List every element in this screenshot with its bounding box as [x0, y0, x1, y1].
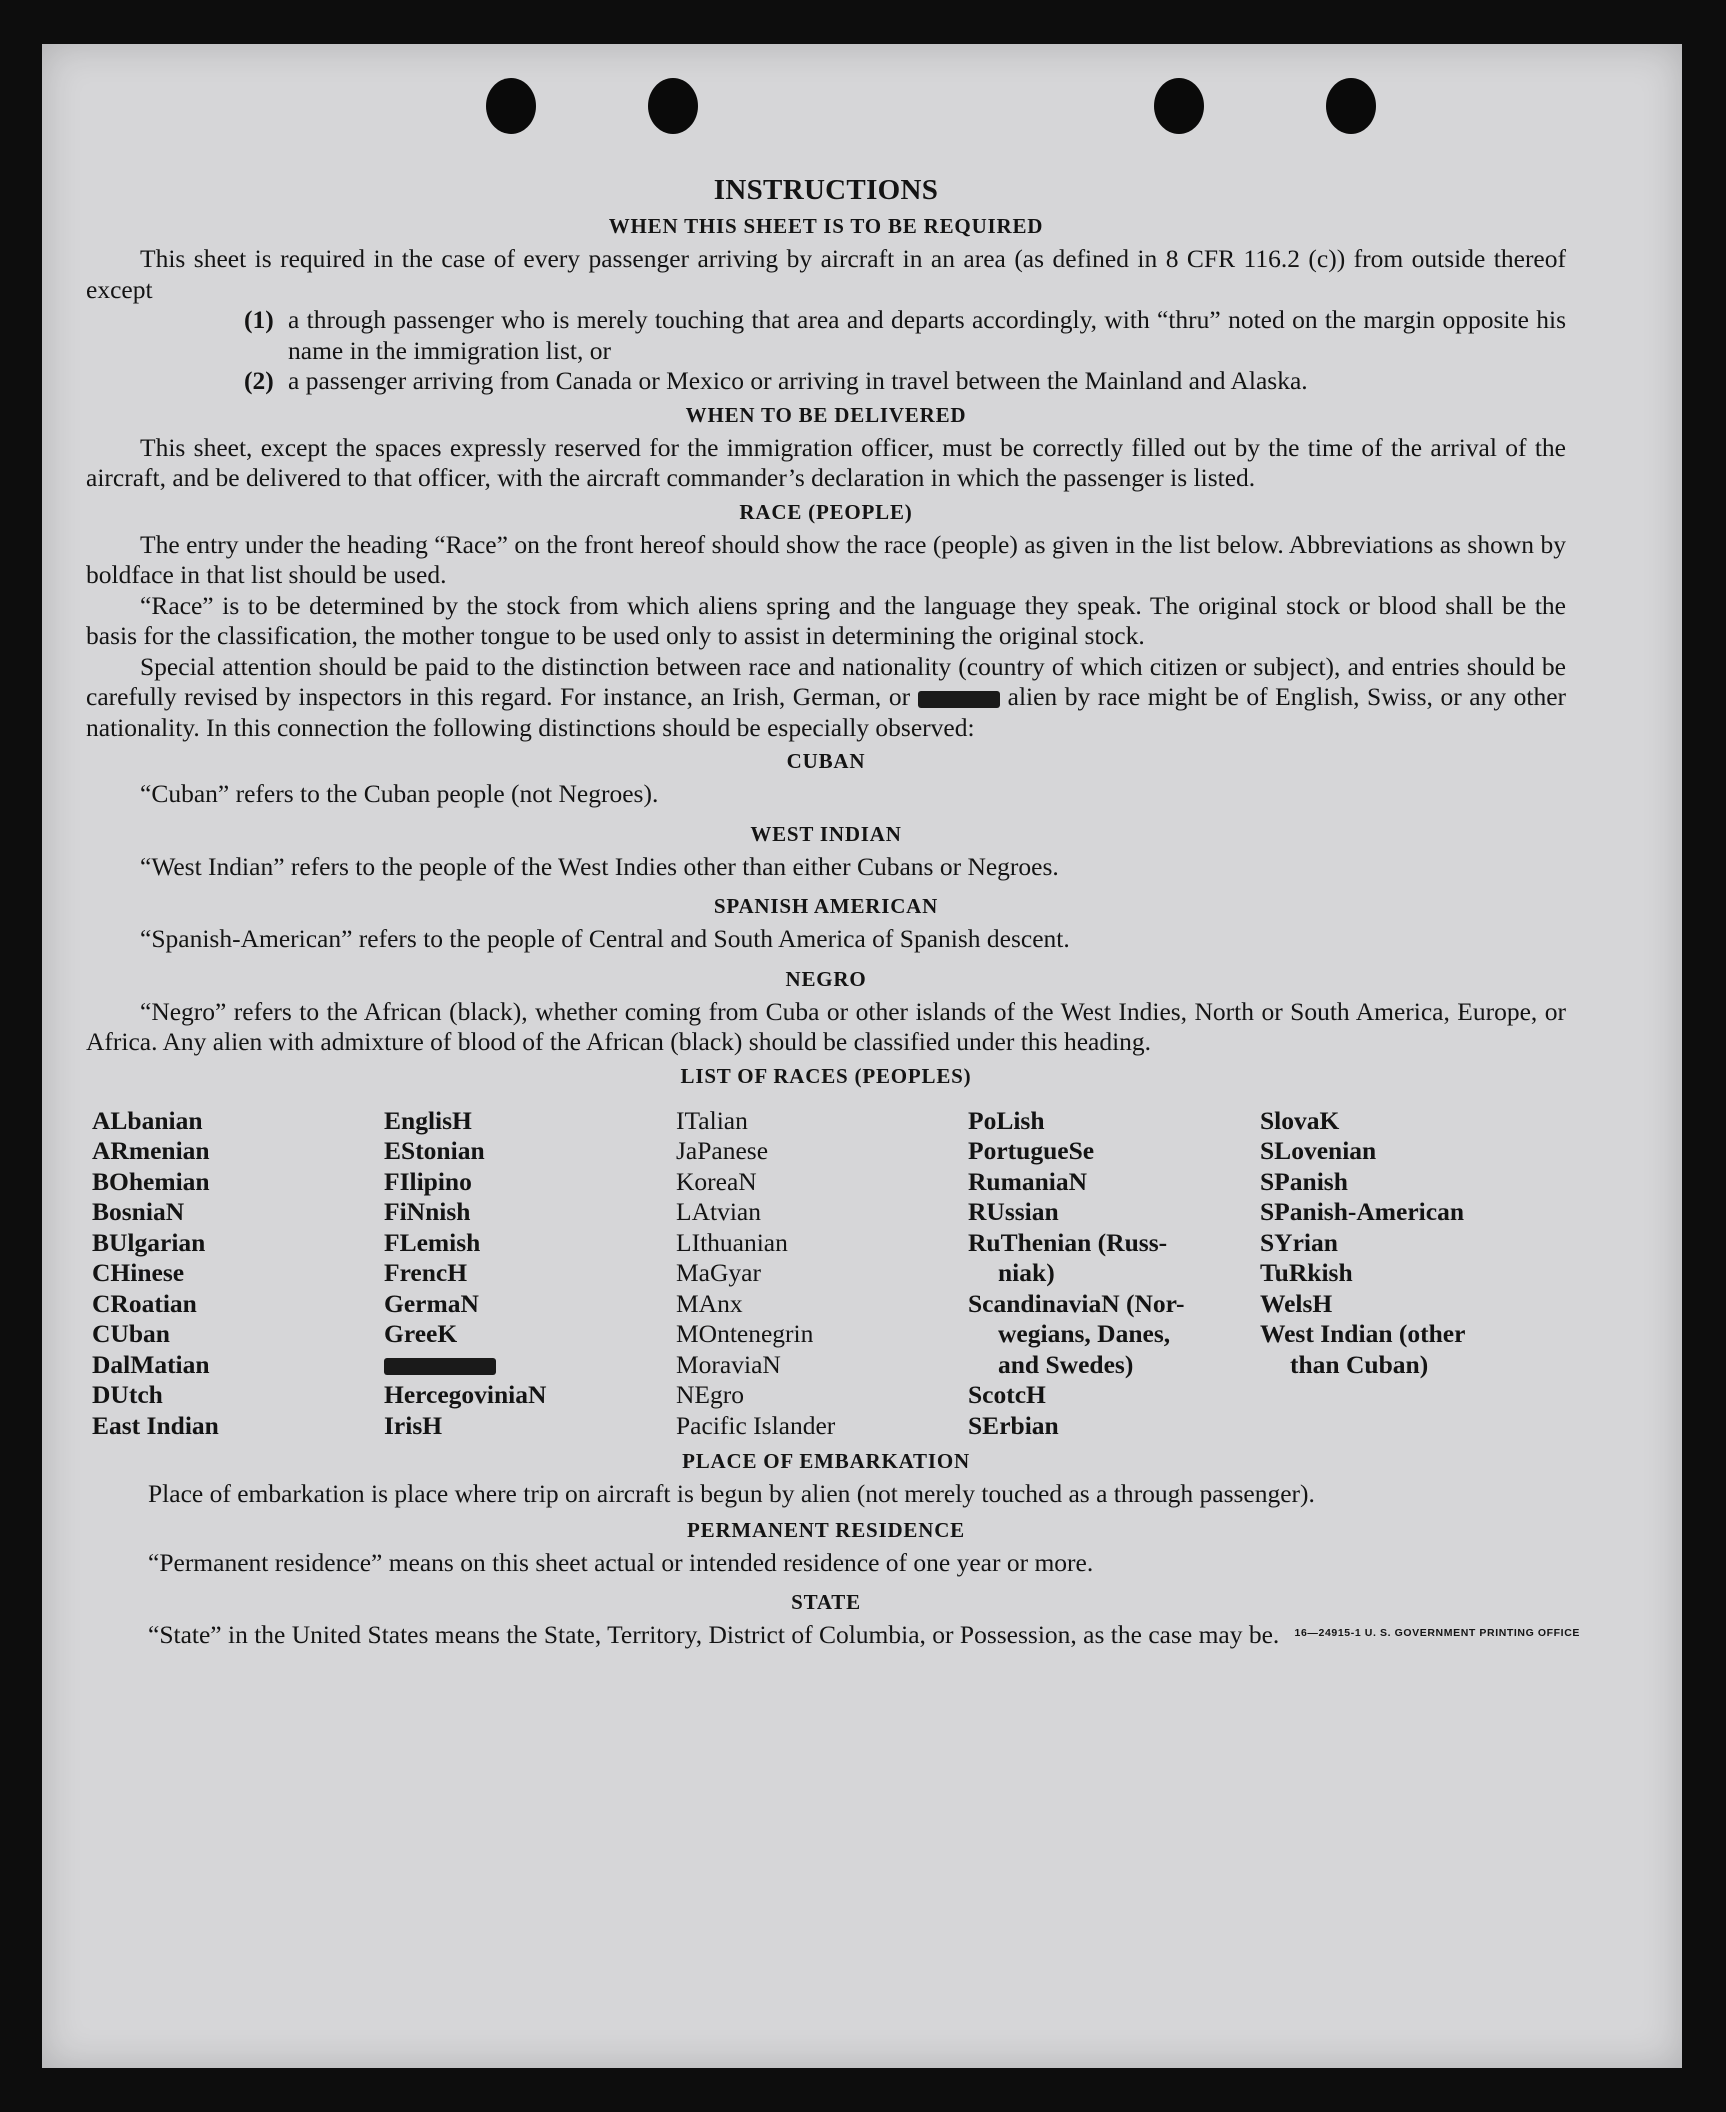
punch-hole	[1154, 78, 1204, 134]
race-entry: SYrian	[1260, 1227, 1338, 1257]
section-heading-race: RACE (PEOPLE)	[739, 499, 913, 524]
race-entry: IrisH	[384, 1410, 443, 1440]
section-heading-permanent-residence: PERMANENT RESIDENCE	[687, 1517, 965, 1542]
race-entry: EStonian	[384, 1136, 485, 1165]
cuban-text: “Cuban” refers to the Cuban people (not Negroes).	[140, 779, 659, 808]
section-heading-cuban: CUBAN	[786, 749, 866, 773]
section-heading-when-required: WHEN THIS SHEET IS TO BE REQUIRED	[608, 214, 1044, 238]
race-entry: DUtch	[92, 1380, 163, 1409]
race-paragraph-3-start: Special attention should be paid to the distinction between race and nationality (country of which citizen or subject), and entries should be carefully revised by inspectors in this regard. For instance, an Irish, German, or	[86, 651, 1566, 711]
race-entry: and Swedes)	[998, 1349, 1134, 1379]
document-page	[42, 44, 1682, 2068]
race-entry: MaGyar	[676, 1258, 761, 1287]
state-block	[86, 1620, 1580, 1651]
race-entry: RuThenian (Russ-	[968, 1227, 1168, 1257]
section-heading-embarkation: PLACE OF EMBARKATION	[682, 1449, 970, 1473]
punch-hole	[1326, 78, 1376, 134]
race-entry: DalMatian	[92, 1349, 210, 1379]
races-column-4	[968, 1106, 1260, 1442]
exception-item-2	[86, 366, 1566, 397]
race-entry: LIthuanian	[676, 1227, 788, 1257]
permanent-residence-text: “Permanent residence” means on this sheet actual or intended residence of one year or more.	[148, 1547, 1094, 1577]
race-entry: ITalian	[676, 1105, 748, 1135]
race-entry: PoLish	[968, 1105, 1045, 1135]
race-paragraph-2: “Race” is to be determined by the stock from which aliens spring and the language they speak. The original stock or blood shall be the basis for the classification, the mother tongue to be used only to assist in determining the original stock.	[86, 590, 1566, 650]
races-column-2-bottom	[384, 1380, 676, 1441]
race-entry: ScotcH	[968, 1380, 1046, 1409]
race-entry: Pacific Islander	[676, 1410, 836, 1440]
instructions-content	[86, 172, 1580, 1651]
races-column-2	[384, 1106, 676, 1442]
spanish-american-text: “Spanish-American” refers to the people of Central and South America of Spanish descent.	[140, 924, 1070, 953]
embarkation-text: Place of embarkation is place where trip on aircraft is begun by alien (not merely touched as a through passenger).	[148, 1479, 1315, 1508]
race-entry: CHinese	[92, 1258, 185, 1287]
state-text: “State” in the United States means the State, Territory, District of Columbia, or Possession, as the case may be.	[148, 1620, 1280, 1649]
redaction-mark	[918, 691, 1000, 708]
race-entry: RUssian	[968, 1197, 1059, 1226]
race-entry: FiNnish	[384, 1197, 471, 1226]
race-entry: PortugueSe	[968, 1136, 1095, 1165]
item-text: a passenger arriving from Canada or Mexico or arriving in travel between the Mainland and Alaska.	[288, 366, 1308, 395]
races-list	[92, 1106, 1566, 1442]
section-heading-spanish-american: SPANISH AMERICAN	[713, 894, 939, 918]
race-entry: SErbian	[968, 1410, 1059, 1440]
race-entry: BosniaN	[92, 1197, 185, 1226]
race-entry: TuRkish	[1260, 1258, 1353, 1287]
race-entry: ALbanian	[92, 1105, 203, 1135]
race-entry: LAtvian	[676, 1197, 761, 1226]
race-entry: FrencH	[384, 1258, 468, 1287]
race-entry: SPanish-American	[1260, 1197, 1464, 1226]
negro-text: “Negro” refers to the African (black), whether coming from Cuba or other islands of the West Indies, North or South America, Europe, or Africa. Any alien with admixture of blood of the African (black) should be classified under this heading.	[86, 996, 1566, 1056]
item-number: (2)	[244, 366, 274, 395]
item-number: (1)	[244, 305, 274, 334]
section-heading-list-of-races: LIST OF RACES (PEOPLES)	[680, 1063, 972, 1088]
race-entry: GreeK	[384, 1319, 458, 1348]
section-heading-state: STATE	[791, 1590, 861, 1614]
redaction-mark	[384, 1358, 496, 1375]
item-text: a through passenger who is merely touching that area and departs accordingly, with “thru” noted on the margin opposite his name in the immigration list, or	[288, 305, 1566, 365]
redacted-race-entry	[384, 1350, 676, 1381]
race-entry: ARmenian	[92, 1136, 210, 1165]
punch-hole	[648, 78, 698, 134]
west-indian-text: “West Indian” refers to the people of the West Indies other than either Cubans or Negroes.	[140, 851, 1059, 881]
race-entry: SPanish	[1260, 1166, 1348, 1196]
exception-item-1	[86, 305, 1566, 366]
race-entry: RumaniaN	[968, 1166, 1088, 1196]
race-entry: than Cuban)	[1290, 1349, 1429, 1379]
races-column-1	[92, 1106, 384, 1442]
race-paragraph-3	[86, 652, 1566, 744]
races-column-5	[1260, 1106, 1560, 1442]
section-heading-west-indian: WEST INDIAN	[750, 821, 902, 846]
race-entry: MOntenegrin	[676, 1319, 814, 1348]
race-entry: niak)	[998, 1258, 1055, 1287]
race-entry: West Indian (other	[1260, 1319, 1466, 1348]
races-column-3	[676, 1106, 968, 1442]
race-entry: FIlipino	[384, 1166, 472, 1196]
race-entry: SlovaK	[1260, 1105, 1340, 1135]
race-entry: East Indian	[92, 1410, 219, 1440]
when-required-intro: This sheet is required in the case of every passenger arriving by aircraft in an area (as defined in 8 CFR 116.2 (c)) from outside thereof except	[86, 244, 1566, 304]
punch-hole	[486, 78, 536, 134]
race-entry: BUlgarian	[92, 1227, 206, 1257]
races-column-2-top	[384, 1106, 676, 1350]
race-entry: WelsH	[1260, 1288, 1333, 1318]
when-delivered-text: This sheet, except the spaces expressly reserved for the immigration officer, must be correctly filled out by the time of the arrival of the aircraft, and be delivered to that officer, with the aircraft commander’s declaration in which the passenger is listed.	[86, 432, 1566, 492]
race-entry: ScandinaviaN (Nor-	[968, 1288, 1185, 1318]
race-entry: GermaN	[384, 1288, 479, 1318]
race-entry: BOhemian	[92, 1166, 210, 1196]
race-entry: MoraviaN	[676, 1349, 781, 1379]
page-title: INSTRUCTIONS	[713, 174, 939, 206]
race-entry: SLovenian	[1260, 1136, 1377, 1165]
race-entry: KoreaN	[676, 1166, 757, 1196]
race-entry: FLemish	[384, 1227, 481, 1257]
section-heading-when-delivered: WHEN TO BE DELIVERED	[685, 402, 967, 427]
race-entry: JaPanese	[676, 1136, 769, 1165]
race-entry: EnglisH	[384, 1105, 472, 1135]
race-entry: CRoatian	[92, 1288, 197, 1318]
race-entry: wegians, Danes,	[998, 1319, 1171, 1348]
race-entry: CUban	[92, 1319, 170, 1348]
race-entry: HercegoviniaN	[384, 1380, 547, 1409]
race-entry: MAnx	[676, 1288, 743, 1318]
race-paragraph-1: The entry under the heading “Race” on the front hereof should show the race (people) as given in the list below. Abbreviations as shown by boldface in that list should be used.	[86, 529, 1566, 589]
race-entry: NEgro	[676, 1380, 744, 1409]
race-paragraph-3-end: alien by race might be of English, Swiss, or any other nationality. In this connection the following distinctions should be especially observed:	[86, 682, 1567, 742]
printer-imprint: 16—24915-1 U. S. GOVERNMENT PRINTING OFFICE	[1294, 1627, 1580, 1639]
section-heading-negro: NEGRO	[785, 966, 867, 991]
